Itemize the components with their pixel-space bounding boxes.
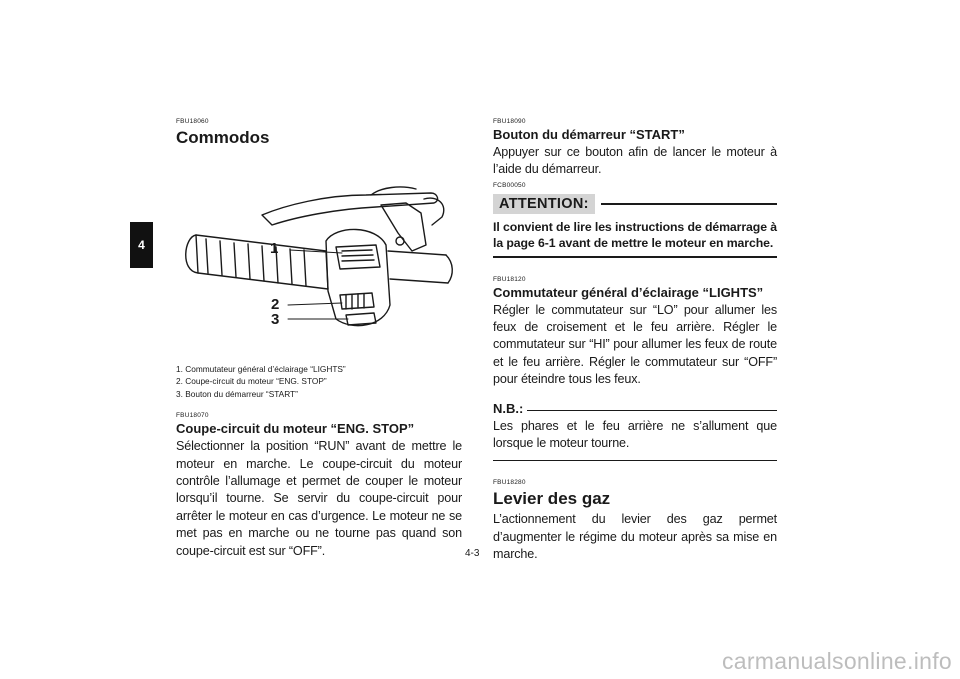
attention-label: ATTENTION: <box>493 194 595 214</box>
section-code: FBU18090 <box>493 118 526 125</box>
page-number: 4-3 <box>465 548 480 559</box>
handlebar-illustration <box>176 155 462 343</box>
figure-caption <box>176 363 462 400</box>
callout-1: 1 <box>270 240 279 257</box>
callout-3: 3 <box>271 311 280 328</box>
right-column <box>493 118 777 564</box>
nb-label: N.B.: <box>493 400 524 416</box>
handlebar-switch-figure <box>176 155 462 343</box>
caption-item: 2. Coupe-circuit du moteur “ENG. STOP” <box>176 376 327 387</box>
section-title-throttle: Levier des gaz <box>493 489 611 509</box>
chapter-tab: 4 <box>130 222 153 268</box>
callout-2: 2 <box>271 296 280 313</box>
heading-start-button: Bouton du démarreur “START” <box>493 127 685 142</box>
attention-header <box>493 194 777 214</box>
heading-eng-stop: Coupe-circuit du moteur “ENG. STOP” <box>176 421 415 437</box>
section-code: FBU18120 <box>493 275 526 283</box>
section-code: FBU18070 <box>176 412 209 420</box>
paragraph-lights-switch: Régler le commutateur sur “LO” pour allumer les feux de croisement et le feu arrière. Régler le commutateur sur “HI” pour allumer les feux de route et le feu arrière. Régler le commutateur sur “OFF” pour éteindre tous les feux. <box>493 302 777 387</box>
section-code: FBU18060 <box>176 118 209 125</box>
section-title-commodos: Commodos <box>176 128 270 147</box>
section-code: FBU18280 <box>493 479 526 487</box>
paragraph-eng-stop: Sélectionner la position “RUN” avant de mettre le moteur en marche. Le coupe-circuit du moteur contrôle l’allumage et permet de couper le moteur lorsqu’il tourne. Se servir du coupe-circuit pour arrêter le moteur en cas d’urgence. Le moteur ne se met pas en marche ou ne tourne pas quand son coupe-circuit est sur “OFF”. <box>176 439 462 558</box>
caption-item: 1. Commutateur général d’éclairage “LIGHTS” <box>176 364 346 374</box>
attention-code: FCB00050 <box>493 181 526 189</box>
paragraph-start-button: Appuyer sur ce bouton afin de lancer le moteur à l’aide du démarreur. <box>493 145 777 177</box>
left-column <box>176 118 462 560</box>
attention-rule <box>601 203 777 205</box>
nb-rule <box>527 410 777 411</box>
caption-item: 3. Bouton du démarreur “START” <box>176 388 298 399</box>
nb-text: Les phares et le feu arrière ne s’allument que lorsque le moteur tourne. <box>493 418 777 450</box>
heading-lights-switch: Commutateur général d’éclairage “LIGHTS” <box>493 284 764 300</box>
nb-header <box>493 401 777 416</box>
attention-text: Il convient de lire les instructions de démarrage à la page 6-1 avant de mettre le moteur en marche. <box>493 219 777 251</box>
watermark: carmanualsonline.info <box>721 648 952 674</box>
paragraph-throttle: L’actionnement du levier des gaz permet d’augmenter le régime du moteur après sa mise en marche. <box>493 512 777 562</box>
